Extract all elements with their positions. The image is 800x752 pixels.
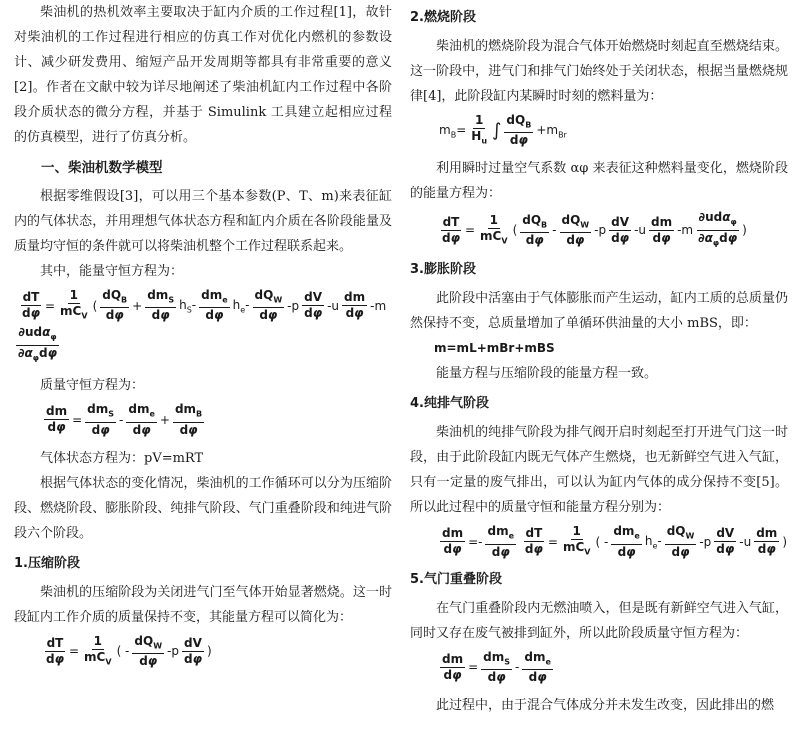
fuel-equation: $m_B=$ $\frac{1}{H_u}$ ∫ $\frac{dQ_B}{d\varphi}$ $+m_{Br}$	[439, 113, 567, 148]
mass-intro: 质量守恒方程为：	[40, 378, 145, 394]
combustion-energy-equation: $\frac{dT}{d\varphi}$ = $\frac{1}{mC_V}$ ( $\frac{dQ_B}{d\varphi}$ - $\frac{dQ_W}{d\varphi}$ -p $\frac{dV}{d\varphi}$ -u $\frac{dm}{d\varphi}$ -m $\frac{\partial ud\alpha_\varphi}{\partial\alpha_\varphi d\varphi}$ )	[442, 210, 747, 248]
energy-equation: $\frac{dT}{d\varphi}$ = $\frac{1}{mC_V}$ ( $\frac{dQ_B}{d\varphi}$ + $\frac{dm_S}{d\varphi}$ $h_S-$ $\frac{dm_e}{d\varphi}$ $h_e-$ $\frac{dQ_W}{d\varphi}$ -p $\frac{dV}{d\varphi}$ -u $\frac{dm}{d\varphi}$ -m	[22, 288, 387, 323]
expansion-energy-note: 能量方程与压缩阶段的能量方程一致。	[436, 366, 658, 382]
section-heading: 一、柴油机数学模型	[41, 160, 163, 176]
energy-equation-cont: $\frac{\partial ud\alpha_\varphi}{\partial\alpha_\varphi d\varphi}$	[18, 325, 58, 363]
assumption-paragraph: 根据零维假设[3]，可以用三个基本参数(P、T、m)来表征缸内的气体状态，并用理想气体状态方程和缸内介质在各阶段能量及质量均守恒的条件就可以将柴油机整个工作过程联系起来。	[14, 189, 392, 254]
left-column	[14, 0, 392, 677]
subsection-overlap: 5.气门重叠阶段	[410, 571, 502, 587]
subsection-compression: 1.压缩阶段	[14, 555, 80, 571]
state-equation-text: 气体状态方程为：pV=mRT	[40, 450, 204, 466]
energy-intro: 其中，能量守恒方程为：	[40, 264, 184, 279]
cycle-paragraph: 根据气体状态的变化情况，柴油机的工作循环可以分为压缩阶段、燃烧阶段、膨胀阶段、纯排气阶段、气门重叠阶段和纯进气阶段六个阶段。	[14, 475, 392, 541]
right-column	[410, 0, 788, 718]
compression-equation: $\frac{dT}{d\varphi}$ = $\frac{1}{mC_V}$ ( - $\frac{dQ_W}{d\varphi}$ -p $\frac{dV}{d\varphi}$ )	[46, 633, 212, 668]
compression-paragraph: 柴油机的压缩阶段为关闭进气门至气体开始显著燃烧。这一时段缸内工作介质的质量保持不变，其能量方程可以简化为：	[14, 584, 392, 625]
mass-equation: $\frac{dm}{d\varphi}$ = $\frac{dm_S}{d\varphi}$ - $\frac{dm_e}{d\varphi}$ + $\frac{dm_B}{d\varphi}$	[46, 402, 203, 437]
overlap-mass-equation: $\frac{dm}{d\varphi}$ = $\frac{dm_S}{d\varphi}$ - $\frac{dm_e}{d\varphi}$	[442, 649, 551, 684]
intro-paragraph: 柴油机的热机效率主要取决于缸内介质的工作过程[1]，故针对柴油机的工作过程进行相应的仿真工作对优化内燃机的参数设计、减少研发费用、缩短产品开发周期等都具有非常重要的意义[2]。作者在文献中较为详尽地阐述了柴油机缸内工作过程中各阶段介质状态的微分方程，并基于 Simulink 工具建立起相应过程的仿真模型，进行了仿真分析。	[14, 5, 392, 145]
subsection-exhaust: 4.纯排气阶段	[410, 396, 489, 412]
subsection-expansion: 3.膨胀阶段	[410, 262, 476, 278]
expansion-paragraph: 此阶段中活塞由于气体膨胀而产生运动，缸内工质的总质量仍然保持不变，总质量增加了单循环供油量的大小 mBS，即：	[410, 291, 788, 332]
exhaust-equations: $\frac{dm}{d\varphi}$ =- $\frac{dm_e}{d\varphi}$ $\frac{dT}{d\varphi}$ = $\frac{1}{mC_V}$ ( - $\frac{dm_e}{d\varphi}$ $h_e-$ $\frac{dQ_W}{d\varphi}$ -p $\frac{dV}{d\varphi}$ -u $\frac{dm}{d\varphi}$ )	[442, 524, 787, 559]
excess-air-paragraph: 利用瞬时过量空气系数 αφ 来表征这种燃料量变化，燃烧阶段的能量方程为：	[410, 161, 788, 202]
exhaust-paragraph: 柴油机的纯排气阶段为排气阀开启时刻起至打开进气门这一时段，由于此阶段缸内既无气体产生燃烧，也无新鲜空气进入气缸，只有一定量的废气排出，可以认为缸内气体的成分保持不变[5]。所以此过程中的质量守恒和能量方程分别为：	[410, 425, 788, 516]
combustion-paragraph: 柴油机的燃烧阶段为混合气体开始燃烧时刻起直至燃烧结束。这一阶段中，进气门和排气门始终处于关闭状态，根据当量燃烧规律[4]，此阶段缸内某瞬时时刻的燃料量为：	[410, 39, 788, 104]
overlap-paragraph: 在气门重叠阶段内无燃油喷入，但是既有新鲜空气进入气缸，同时又存在废气被排到缸外，所以此阶段质量守恒方程为：	[410, 600, 788, 641]
expansion-mass-equation: m=mL+mBr+mBS	[434, 341, 555, 356]
overlap-note-paragraph: 此过程中，由于混合气体成分并未发生改变，因此排出的燃	[436, 697, 775, 713]
subsection-combustion: 2.燃烧阶段	[410, 10, 476, 25]
